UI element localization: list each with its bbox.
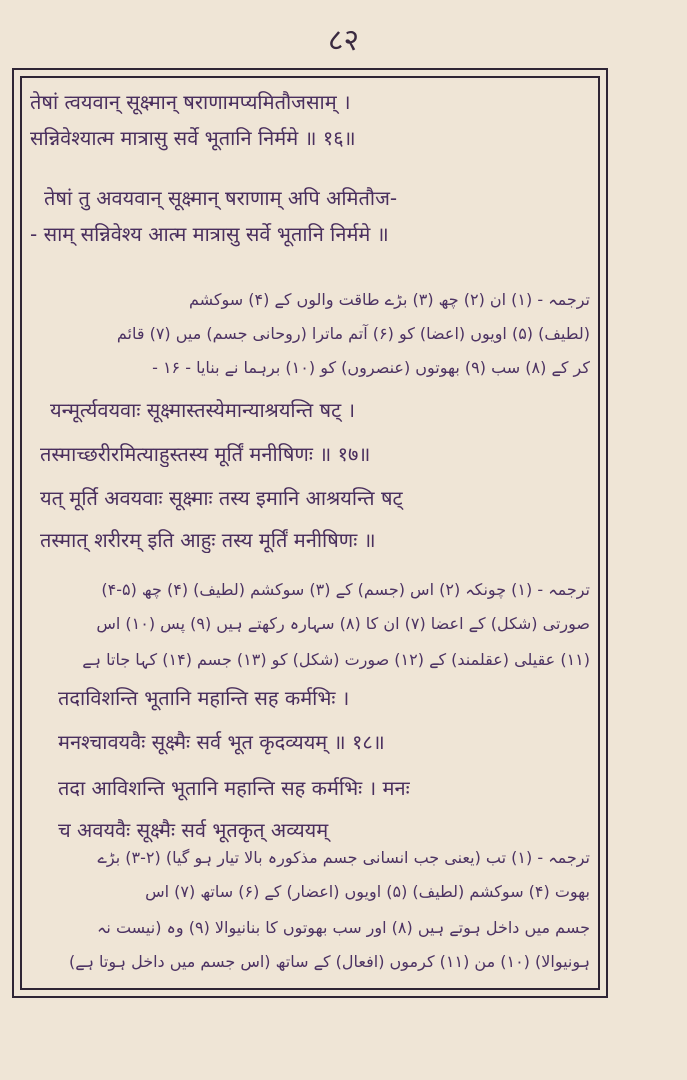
page-number: ८२ <box>327 23 360 58</box>
translation-17-line-1: ترجمہ - (۱) چونکہ (۲) اس (جسم) کے (۳) سوکشم (لطیف) (۴) چھ (۵-۴) <box>101 580 590 599</box>
verse-17-padapatha-1: यत् मूर्ति अवयवाः सूक्ष्माः तस्य इमानि आश्रयन्ति षट् <box>40 486 403 510</box>
verse-16-line-2: सन्निवेश्यात्म मात्रासु सर्वे भूतानि निर्ममे ॥ १६॥ <box>30 126 356 150</box>
translation-18-line-2: بھوت (۴) سوکشم (لطیف) (۵) اویوں (اعضار) کے (۶) ساتھ (۷) اس <box>145 882 590 901</box>
translation-18-line-4: ہونیوالا) (۱۰) من (۱۱) کرموں (افعال) کے ساتھ (اس جسم میں داخل ہوتا ہے) <box>68 952 590 971</box>
translation-18-line-1: ترجمہ - (۱) تب (یعنی جب انسانی جسم مذکورہ بالا تیار ہو گیا) (۲-۳) بڑے <box>97 848 590 867</box>
verse-17-line-1: यन्मूर्त्यवयवाः सूक्ष्मास्तस्येमान्याश्रयन्ति षट् । <box>50 398 356 422</box>
translation-17-line-3: (۱۱) عقیلی (عقلمند) کے (۱۲) صورت (شکل) کو (۱۳) جسم (۱۴) کہا جاتا ہے <box>82 650 590 669</box>
translation-18-line-3: جسم میں داخل ہوتے ہیں (۸) اور سب بھوتوں کا بنانیوالا (۹) وہ (نیست نہ <box>97 918 590 937</box>
translation-16-line-2: (لطیف) (۵) اویوں (اعضا) کو (۶) آتم ماترا (روحانی جسم) میں (۷) قائم <box>116 324 590 343</box>
verse-18-line-2: मनश्चावयवैः सूक्ष्मैः सर्व भूत कृदव्ययम् ॥ १८॥ <box>58 730 385 754</box>
verse-18-padapatha-2: च अवयवैः सूक्ष्मैः सर्व भूतकृत् अव्ययम् <box>58 818 329 842</box>
verse-18-padapatha-1: तदा आविशन्ति भूतानि महान्ति सह कर्मभिः । मनः <box>58 776 410 800</box>
translation-16-line-3: کر کے (۸) سب (۹) بھوتوں (عنصروں) کو (۱۰) برہما نے بنایا - ۱۶ - <box>152 358 590 377</box>
verse-16-padapatha-2: - साम् सन्निवेश्य आत्म मात्रासु सर्वे भूतानि निर्ममे ॥ <box>30 222 389 246</box>
verse-17-padapatha-2: तस्मात् शरीरम् इति आहुः तस्य मूर्तिं मनीषिणः ॥ <box>40 528 376 552</box>
verse-17-line-2: तस्माच्छरीरमित्याहुस्तस्य मूर्तिं मनीषिणः ॥ १७॥ <box>40 442 371 466</box>
translation-16-line-1: ترجمہ - (۱) ان (۲) چھ (۳) بڑے طاقت والوں کے (۴) سوکشم <box>188 290 590 309</box>
verse-16-padapatha-1: तेषां तु अवयवान् सूक्ष्मान् षराणाम् अपि अमितौज- <box>44 186 398 210</box>
verse-16-line-1: तेषां त्वयवान् सूक्ष्मान् षराणामप्यमितौजसाम् । <box>30 90 351 114</box>
translation-17-line-2: صورتی (شکل) کے اعضا (۷) ان کا (۸) سہارہ رکھتے ہیں (۹) پس (۱۰) اس <box>96 614 590 633</box>
page-content <box>30 84 590 984</box>
verse-18-line-1: तदाविशन्ति भूतानि महान्ति सह कर्मभिः । <box>58 686 350 710</box>
